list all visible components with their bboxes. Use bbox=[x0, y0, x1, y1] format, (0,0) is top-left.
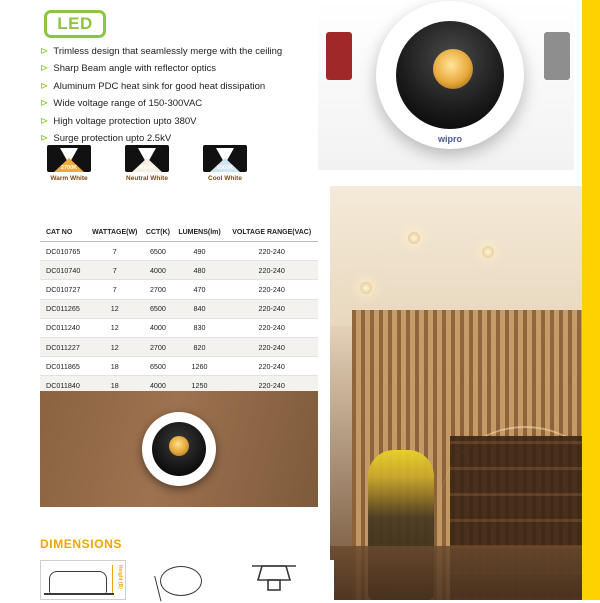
cell-lumens: 830 bbox=[174, 318, 226, 337]
cell-cat-no: DC011865 bbox=[40, 357, 87, 376]
cell-lumens: 840 bbox=[174, 299, 226, 318]
ceiling-spot-2 bbox=[482, 246, 494, 258]
fixture-profile-icon bbox=[248, 560, 300, 598]
cell-voltage: 220-240 bbox=[225, 318, 318, 337]
bullet-icon: ⊳ bbox=[40, 80, 49, 92]
feature-text: Sharp Beam angle with reflector optics bbox=[53, 63, 217, 75]
cct-kelvin: 6500K bbox=[216, 165, 234, 171]
cell-voltage: 220-240 bbox=[225, 299, 318, 318]
dimension-diagrams bbox=[40, 560, 334, 600]
cct-kelvin: 4000K bbox=[138, 165, 156, 171]
neutral-white-swatch-icon bbox=[125, 145, 169, 172]
table-row bbox=[40, 337, 318, 356]
table-row bbox=[40, 242, 318, 261]
cell-wattage: 18 bbox=[87, 357, 142, 376]
table-row bbox=[40, 357, 318, 376]
cell-voltage: 220-240 bbox=[225, 280, 318, 299]
fixture-outline-icon bbox=[49, 571, 107, 593]
list-item bbox=[40, 133, 340, 145]
page-edge-white-gap bbox=[574, 0, 582, 170]
application-room-photo bbox=[330, 186, 582, 600]
table-row bbox=[40, 280, 318, 299]
cell-cat-no: DC011840 bbox=[40, 376, 87, 395]
list-item bbox=[40, 46, 340, 58]
floor-area bbox=[330, 546, 582, 600]
feature-text: High voltage protection upto 380V bbox=[53, 115, 197, 127]
column-header-lumens: LUMENS(lm) bbox=[174, 224, 226, 242]
bullet-icon: ⊳ bbox=[40, 63, 49, 75]
table-row bbox=[40, 299, 318, 318]
cool-white-swatch-icon bbox=[203, 145, 247, 172]
cct-name: Neutral White bbox=[126, 175, 168, 182]
cell-wattage: 18 bbox=[87, 376, 142, 395]
cell-lumens: 1250 bbox=[174, 376, 226, 395]
bullet-icon: ⊳ bbox=[40, 115, 49, 127]
cell-voltage: 220-240 bbox=[225, 337, 318, 356]
cell-voltage: 220-240 bbox=[225, 357, 318, 376]
product-inner-cavity bbox=[152, 422, 206, 476]
bullet-icon: ⊳ bbox=[40, 46, 49, 57]
column-header-wattage: WATTAGE(W) bbox=[87, 224, 142, 242]
cell-wattage: 12 bbox=[87, 337, 142, 356]
downlight-outer-ring bbox=[376, 1, 524, 149]
list-item bbox=[40, 116, 340, 128]
cell-cat-no: DC010727 bbox=[40, 280, 87, 299]
table-row bbox=[40, 318, 318, 337]
column-header-voltage-range: VOLTAGE RANGE(VAC) bbox=[225, 224, 318, 242]
feature-text: Wide voltage range of 150-300VAC bbox=[53, 98, 203, 110]
cell-cct: 2700 bbox=[142, 280, 173, 299]
dimensions-heading: DIMENSIONS bbox=[40, 537, 123, 551]
column-header-cct: CCT(K) bbox=[142, 224, 173, 242]
column-header-cat-no: CAT NO bbox=[40, 224, 87, 242]
cell-cct: 4000 bbox=[142, 318, 173, 337]
cell-wattage: 7 bbox=[87, 261, 142, 280]
downlight-inner-cavity bbox=[396, 21, 504, 129]
warm-white-swatch-icon bbox=[47, 145, 91, 172]
cell-wattage: 7 bbox=[87, 280, 142, 299]
cell-cat-no: DC010765 bbox=[40, 242, 87, 261]
list-item bbox=[40, 63, 340, 75]
cell-cct: 6500 bbox=[142, 299, 173, 318]
spring-clip-right-icon bbox=[544, 32, 570, 80]
cell-cat-no: DC010740 bbox=[40, 261, 87, 280]
feature-text: Trimless design that seamlessly merge with the ceiling bbox=[53, 46, 283, 57]
cct-options-row bbox=[40, 145, 254, 182]
cell-cat-no: DC011265 bbox=[40, 299, 87, 318]
cct-name: Cool White bbox=[208, 175, 242, 182]
cell-lumens: 480 bbox=[174, 261, 226, 280]
cell-wattage: 12 bbox=[87, 299, 142, 318]
cell-cct: 4000 bbox=[142, 376, 173, 395]
dimension-diagram-side-view bbox=[40, 560, 126, 600]
product-outer-ring bbox=[142, 412, 216, 486]
cell-lumens: 470 bbox=[174, 280, 226, 299]
bullet-icon: ⊳ bbox=[40, 132, 49, 144]
table-row bbox=[40, 261, 318, 280]
height-label: Height (B) bbox=[117, 565, 123, 589]
specification-table bbox=[40, 224, 318, 415]
cell-lumens: 820 bbox=[174, 337, 226, 356]
product-installed-photo bbox=[40, 391, 318, 507]
list-item bbox=[40, 81, 340, 93]
table-header-row bbox=[40, 224, 318, 242]
led-badge bbox=[44, 10, 106, 38]
cell-cct: 6500 bbox=[142, 242, 173, 261]
feature-list bbox=[40, 46, 340, 150]
ceiling-area bbox=[330, 186, 582, 326]
ceiling-spot-1 bbox=[408, 232, 420, 244]
cct-option-cool-white bbox=[196, 145, 254, 182]
feature-text: Aluminum PDC heat sink for good heat dissipation bbox=[53, 80, 266, 92]
brand-logo: wipro bbox=[438, 134, 462, 144]
dimension-diagram-beam-angle bbox=[144, 560, 230, 600]
cell-voltage: 220-240 bbox=[225, 261, 318, 280]
dimension-diagram-profile bbox=[248, 560, 334, 600]
cell-cat-no: DC011227 bbox=[40, 337, 87, 356]
cct-kelvin: 2700K bbox=[60, 165, 78, 171]
cell-lumens: 1260 bbox=[174, 357, 226, 376]
led-badge-label: LED bbox=[57, 14, 93, 33]
beam-angle-icon bbox=[160, 566, 202, 596]
hero-product-photo bbox=[318, 0, 582, 170]
cell-cat-no: DC011240 bbox=[40, 318, 87, 337]
cell-voltage: 220-240 bbox=[225, 242, 318, 261]
list-item bbox=[40, 98, 340, 110]
cct-option-neutral-white bbox=[118, 145, 176, 182]
cob-led-icon bbox=[169, 436, 189, 456]
cell-cct: 2700 bbox=[142, 337, 173, 356]
feature-text: Surge protection upto 2.5kV bbox=[53, 132, 172, 144]
page-edge-accent-bar bbox=[582, 0, 600, 600]
ceiling-spot-3 bbox=[360, 282, 372, 294]
cell-cct: 6500 bbox=[142, 357, 173, 376]
cob-led-icon bbox=[433, 49, 473, 89]
cct-option-warm-white bbox=[40, 145, 98, 182]
cell-wattage: 7 bbox=[87, 242, 142, 261]
cell-voltage: 220-240 bbox=[225, 376, 318, 395]
cct-name: Warm White bbox=[50, 175, 88, 182]
cell-cct: 4000 bbox=[142, 261, 173, 280]
bullet-icon: ⊳ bbox=[40, 98, 49, 110]
height-arrow-icon bbox=[112, 565, 113, 593]
cell-wattage: 12 bbox=[87, 318, 142, 337]
cell-lumens: 490 bbox=[174, 242, 226, 261]
